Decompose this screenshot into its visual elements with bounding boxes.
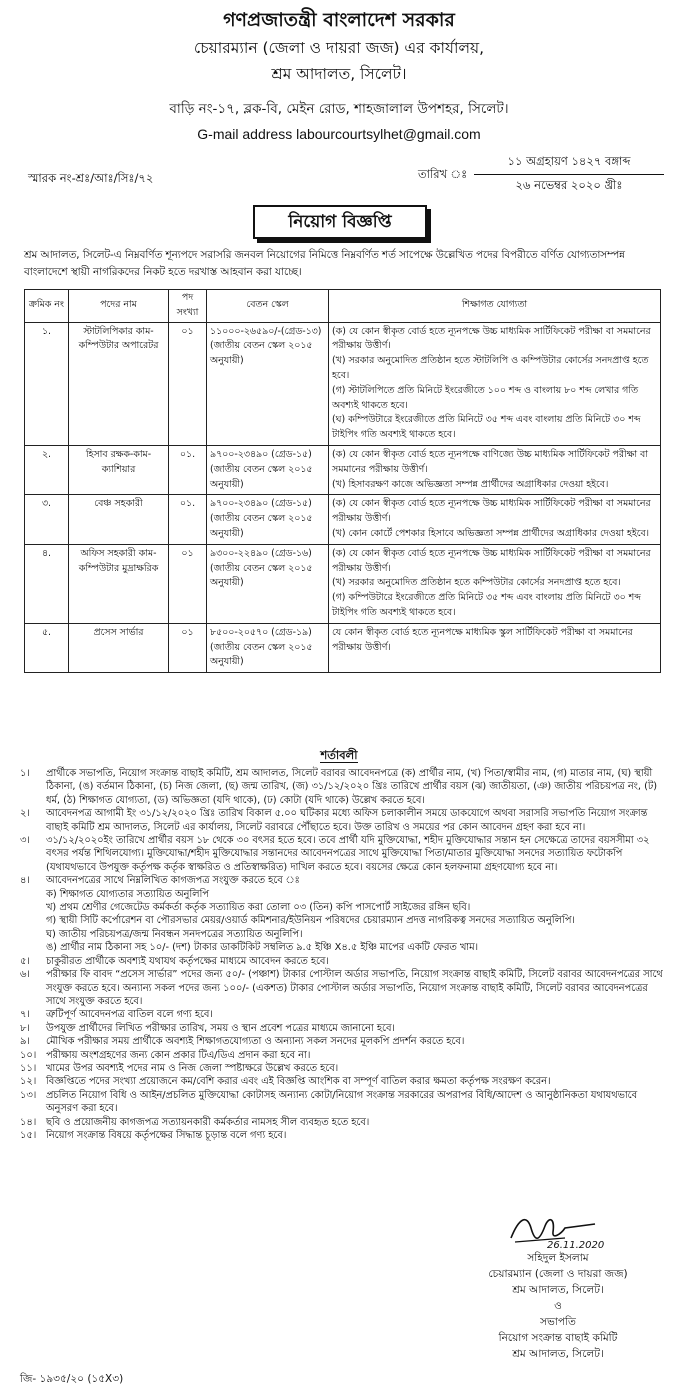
- condition-number: ৩।: [20, 835, 30, 847]
- date-bangla: ১১ অগ্রহায়ণ ১৪২৭ বঙ্গাব্দ: [474, 153, 664, 175]
- row-serial: ৪.: [25, 544, 69, 623]
- date-english: ২৬ নভেম্বর ২০২০ খ্রীঃ: [515, 178, 623, 192]
- row-qualifications: [329, 623, 661, 672]
- date-label: তারিখ ঃ: [418, 167, 468, 181]
- row-scale: ৯৭০০-২৩৪৯০ (গ্রেড-১৫) (জাতীয় বেতন স্কেল ২০১৫ অনুযায়ী): [207, 495, 329, 544]
- condition-text: ঘ) জাতীয় পরিচয়পত্র/জন্ম নিবন্ধন সনদপত্রের সত্যায়িত অনুলিপি।: [46, 928, 303, 940]
- condition-text: ত্রুটিপূর্ণ আবেদনপত্র বাতিল বলে গণ্য হবে।: [46, 1009, 213, 1021]
- signer-conjunction: ও: [554, 1300, 562, 1312]
- row-serial: ৩.: [25, 495, 69, 544]
- condition-subitem: [20, 888, 666, 901]
- signer-committee: নিয়োগ সংক্রান্ত বাছাই কমিটি: [498, 1332, 618, 1344]
- condition-text: ছবি ও প্রয়োজনীয় কাগজপত্র সত্যায়নকারী কর্মকর্তার নামসহ সীল ব্যবহৃত হতে হবে।: [46, 1116, 370, 1128]
- qualification-item: (ক) যে কোন স্বীকৃত বোর্ড হতে ন্যূনপক্ষে বাণিজ্যে উচ্চ মাধ্যমিক সার্টিফিকেট পরীক্ষা বা সমমানের পরীক্ষায় উত্তীর্ণ।: [332, 448, 648, 475]
- row-count: ০১: [169, 322, 207, 445]
- condition-number: ১৪।: [20, 1116, 37, 1128]
- row-count: ০১: [169, 623, 207, 672]
- row-post: বেঞ্চ সহকারী: [69, 495, 169, 544]
- row-serial: ১.: [25, 322, 69, 445]
- qualification-item: (ঘ) কম্পিউটারে ইংরেজীতে প্রতি মিনিটে ৩৫ শব্দ এবং বাংলায় প্রতি মিনিটে ৩০ শব্দ টাইপিং গতি অবশ্যই থাকতে হবে।: [332, 414, 641, 441]
- govt-title: গণপ্রজাতন্ত্রী বাংলাদেশ সরকার: [223, 9, 455, 31]
- condition-item: [20, 1075, 666, 1088]
- condition-text: পরীক্ষার ফি বাবদ “প্রসেস সার্ভার” পদের জন্য ৫০/- (পঞ্চাশ) টাকার পোস্টাল অর্ডার সভাপতি, নিয়োগ সংক্রান্ত বাছাই কমিটি, সিলেট বরাবর আবেদনপত্রের সাথে সংযুক্ত করতে হবে। অন্যান্য সকল পদের জন্য ১০০/- (একশত) টাকার পোস্টাল অর্ডার সভাপতি, নিয়োগ সংক্রান্ত বাছাই কমিটি, সিলেট বরাবর আবেদনপত্রের সাথে সংযুক্ত করতে হবে।: [46, 969, 663, 1007]
- table-row: [25, 495, 661, 544]
- qualification-item: (ক) যে কোন স্বীকৃত বোর্ড হতে ন্যূনপক্ষে উচ্চ মাধ্যমিক সার্টিফিকেট পরীক্ষা বা সমমানের পরীক্ষায় উত্তীর্ণ।: [332, 498, 651, 525]
- condition-subitem: [20, 941, 666, 954]
- condition-text: বিজ্ঞপ্তিতে পদের সংখ্যা প্রয়োজনে কম/বেশি করার এবং এই বিজ্ঞপ্তি আংশিক বা সম্পূর্ণ বাতিল করার ক্ষমতা কর্তৃপক্ষ সংরক্ষণ করেন।: [46, 1076, 551, 1088]
- row-scale: ৮৫০০-২০৫৭০ (গ্রেড-১৯) (জাতীয় বেতন স্কেল ২০১৫ অনুযায়ী): [207, 623, 329, 672]
- office-email: G-mail address labourcourtsylhet@gmail.com: [197, 126, 481, 142]
- memo-number: স্মারক নং-শ্রঃ/আঃ/সিঃ/৭২: [28, 171, 154, 185]
- condition-number: ১।: [20, 768, 30, 779]
- qualification-item: (খ) হিসাবরক্ষণ কাজে অভিজ্ঞতা সম্পন্ন প্রার্থীদের অগ্রাধিকার দেওয়া হইবে।: [332, 478, 609, 490]
- condition-subitem: [20, 928, 666, 941]
- condition-number: ৬।: [20, 969, 30, 981]
- row-qualifications: [329, 445, 661, 494]
- condition-number: ৪।: [20, 875, 30, 887]
- signer-name: সহিদুল ইসলাম: [527, 1252, 589, 1264]
- condition-number: ১০।: [20, 1049, 37, 1061]
- row-post: অফিস সহকারী কাম-কম্পিউটার মুদ্রাক্ষরিক: [69, 544, 169, 623]
- signer-office: শ্রম আদালত, সিলেট।: [512, 1284, 604, 1296]
- row-post: হিসাব রক্ষক-কাম-ক্যাশিয়ার: [69, 445, 169, 494]
- condition-number: ২।: [20, 808, 30, 820]
- condition-text: ক) শিক্ষাগত যোগ্যতার সত্যায়িত অনুলিপি: [46, 888, 209, 900]
- condition-number: ৯।: [20, 1036, 30, 1048]
- table-row: [25, 623, 661, 672]
- qualification-item: (ক) যে কোন স্বীকৃত বোর্ড হতে ন্যূনপক্ষে উচ্চ মাধ্যমিক সার্টিফিকেট পরীক্ষা বা সমমানের পরীক্ষায় উত্তীর্ণ।: [332, 325, 651, 352]
- header-serial: ক্রমিক নং: [25, 290, 69, 323]
- condition-text: উপযুক্ত প্রার্থীদের লিখিত পরীক্ষার তারিখ, সময় ও স্থান প্রবেশ পত্রের মাধ্যমে জানানো হবে।: [46, 1022, 395, 1034]
- condition-item: [20, 1116, 666, 1129]
- posts-table: [24, 289, 661, 673]
- row-qualifications: [329, 544, 661, 623]
- qualification-item: (গ) স্টাটলিপিতে প্রতি মিনিটে ইংরেজীতে ১০০ শব্দ ও বাংলায় ৮০ শব্দ লেখার গতি অবশ্যই থাকতে হবে।: [332, 384, 639, 411]
- condition-text: প্রার্থীকে সভাপতি, নিয়োগ সংক্রান্ত বাছাই কমিটি, শ্রম আদালত, সিলেট বরাবর আবেদনপত্রে (ক) প্রার্থীর নাম, (খ) পিতা/স্বামীর নাম, (গ) মাতার নাম, (ঘ) স্থায়ী ঠিকানা, (ঙ) বর্তমান ঠিকানা, (চ) নিজ জেলা, (ছ) জন্ম তারিখ, (জ) ৩১/১২/২০২০ খ্রিঃ তারিখে প্রার্থীর বয়স (ঝ) জাতীয়তা, (ঞ) জাতীয় পরিচয়পত্র নং, (ট) ধর্ম, (ঠ) শিক্ষাগত যোগ্যতা, (ড) অভিজ্ঞতা (যদি থাকে), (ঢ) কোটা (যদি থাকে) উল্লেখ করতে হবে।: [46, 768, 658, 806]
- condition-text: প্রচলিত নিয়োগ বিধি ও আইন/প্রচলিত মুক্তিযোদ্ধা কোটাসহ অন্যান্য কোটা/নিয়োগ সংক্রান্ত সরকারের অপরাপর বিধি/আদেশ ও আনুষ্ঠানিকতা যথাযথভাবে অনুসরণ করা হবে।: [46, 1089, 638, 1115]
- notice-title: নিয়োগ বিজ্ঞপ্তি: [253, 205, 427, 239]
- row-serial: ২.: [25, 445, 69, 494]
- qualification-item: (গ) কম্পিউটারে ইংরেজীতে প্রতি মিনিটে ৩৫ শব্দ এবং বাংলায় প্রতি মিনিটে ৩০ শব্দ টাইপিং গতি অবশ্যই থাকতে হবে।: [332, 592, 641, 618]
- condition-text: খামের উপর অবশ্যই পদের নাম ও নিজ জেলা স্পষ্টাক্ষরে উল্লেখ করতে হবে।: [46, 1062, 339, 1074]
- row-count: ০১.: [169, 495, 207, 544]
- condition-item: [20, 834, 666, 874]
- row-serial: ৫.: [25, 623, 69, 672]
- row-post: প্রসেস সার্ভার: [69, 623, 169, 672]
- qualification-item: যে কোন স্বীকৃত বোর্ড হতে ন্যূনপক্ষে মাধ্যমিক স্কুল সার্টিফিকেট পরীক্ষা বা সমমানের পরীক্ষায় উত্তীর্ণ।: [332, 626, 633, 653]
- qualification-item: (ক) যে কোন স্বীকৃত বোর্ড হতে ন্যূনপক্ষে উচ্চ মাধ্যমিক সার্টিফিকেট পরীক্ষা বা সমমানের পরীক্ষায় উত্তীর্ণ।: [332, 547, 651, 574]
- condition-text: গ) স্থায়ী সিটি কর্পোরেশন বা পৌরসভার মেয়র/ওয়ার্ড কমিশনার/ইউনিয়ন পরিষদের চেয়ারম্যান প্রদত্ত নাগরিকত্ব সনদের সত্যায়িত অনুলিপি।: [46, 915, 575, 927]
- condition-item: [20, 1089, 666, 1116]
- header-count: পদ সংখ্যা: [169, 290, 207, 323]
- condition-item: [20, 807, 666, 834]
- condition-number: ১২।: [20, 1076, 37, 1088]
- signer-role: সভাপতি: [540, 1316, 576, 1328]
- row-post: স্টাটলিপিকার কাম-কম্পিউটার অপারেটর: [69, 322, 169, 445]
- table-header-row: [25, 290, 661, 323]
- office-address: বাড়ি নং-১৭, ব্লক-বি, মেইন রোড, শাহজালাল উপশহর, সিলেট।: [169, 101, 509, 117]
- govt-press-code: জি- ১৯৩৫/২০ (১৫X৩): [20, 1373, 124, 1385]
- row-qualifications: [329, 495, 661, 544]
- condition-item: [20, 1062, 666, 1075]
- conditions-title: শর্তাবলী: [320, 748, 358, 762]
- condition-number: ৮।: [20, 1022, 30, 1034]
- condition-number: ১৫।: [20, 1129, 37, 1141]
- conditions-heading: [0, 747, 678, 766]
- row-scale: ৯৩০০-২২৪৯০ (গ্রেড-১৬) (জাতীয় বেতন স্কেল ২০১৫ অনুযায়ী): [207, 544, 329, 623]
- condition-text: মৌখিক পরীক্ষার সময় প্রার্থীকে অবশ্যই শিক্ষাগতযোগ্যতা ও অন্যান্য সকল সনদের মূলকপি প্রদর্শন করতে হবে।: [46, 1036, 465, 1048]
- intro-paragraph: শ্রম আদালত, সিলেট-এ নিম্নবর্ণিত শূন্যপদে সরাসরি জনবল নিয়োগের নিমিত্তে নিম্নবর্ণিত শর্ত সাপেক্ষে উল্লেখিত পদের বিপরীতে বর্ণিত যোগ্যতাসম্পন্ন বাংলাদেশে স্থায়ী নাগরিকদের নিকট হতে দরখাস্ত আহবান করা যাচ্ছে।: [24, 249, 625, 278]
- condition-subitem: [20, 901, 666, 914]
- office-title: চেয়ারম্যান (জেলা ও দায়রা জজ) এর কার্যালয়,: [193, 39, 485, 57]
- condition-item: [20, 1008, 666, 1021]
- condition-item: [20, 767, 666, 807]
- header-post: পদের নাম: [69, 290, 169, 323]
- condition-item: [20, 955, 666, 968]
- handwritten-signature: [505, 1208, 605, 1250]
- condition-text: আবেদনপত্র আগামী ইং ৩১/১২/২০২০ খ্রিঃ তারিখ বিকাল ৫.০০ ঘটিকার মধ্যে অফিস চলাকালীন সময়ে ডাকযোগে অথবা সরাসরি সভাপতি নিয়োগ সংক্রান্ত বাছাই কমিটি শ্রম আদালত, সিলেট এর কার্যালয়, সিলেট বরাবরে পৌঁছাতে হবে। উক্ত তারিখ ও সময়ের পর কোন আবেদন গ্রহণ করা হবে না।: [46, 808, 648, 833]
- condition-item: [20, 1035, 666, 1048]
- qualification-item: (খ) কোন কোর্টে পেশকার হিসাবে অভিজ্ঞতা সম্পন্ন প্রার্থীদের অগ্রাধিকার দেওয়া হইবে।: [332, 527, 650, 539]
- table-row: [25, 322, 661, 445]
- condition-subitem: [20, 914, 666, 927]
- header-qualification: শিক্ষাগত যোগ্যতা: [329, 290, 661, 323]
- condition-text: পরীক্ষায় অংশগ্রহণের জন্য কোন প্রকার টিএ/ডিএ প্রদান করা হবে না।: [46, 1049, 311, 1061]
- condition-number: ৭।: [20, 1009, 30, 1021]
- row-count: ০১.: [169, 445, 207, 494]
- condition-item: [20, 874, 666, 887]
- signer-office-2: শ্রম আদালত, সিলেট।: [512, 1348, 604, 1360]
- condition-text: ৩১/১২/২০২০ইং তারিখে প্রার্থীর বয়স ১৮ থেকে ৩০ বৎসর হতে হবে। তবে প্রার্থী যদি মুক্তিযোদ্ধা, শহীদ মুক্তিযোদ্ধার সন্তান হন সেক্ষেত্রে তাদের বয়সসীমা ৩২ বৎসর পর্যন্ত শিথিলযোগ্য। মুক্তিযোদ্ধা/শহীদ মুক্তিযোদ্ধার সন্তানদের আবেদনপত্রের সাথে মুক্তিযোদ্ধা পিতা/মাতার মুক্তিযোদ্ধা সনদের সত্যায়িত ফটোকপি (যথাযথভাবে উপযুক্ত কর্তৃপক্ষ কর্তৃক স্বাক্ষরিত ও প্রতিস্বাক্ষরিত) দাখিল করতে হবে। বয়সের ক্ষেত্রে কোন হলফনামা গ্রহণযোগ্য হবে না।: [46, 835, 650, 873]
- condition-number: ১৩।: [20, 1089, 37, 1101]
- condition-item: [20, 1022, 666, 1035]
- condition-text: চাকুরীরত প্রার্থীকে অবশ্যই যথাযথ কর্তৃপক্ষের মাধ্যমে আবেদন করতে হবে।: [46, 955, 329, 967]
- qualification-item: (খ) সরকার অনুমোদিত প্রতিষ্ঠান হতে কম্পিউটার কোর্সের সনদপ্রাপ্ত হতে হবে।: [332, 577, 621, 589]
- condition-item: [20, 1129, 666, 1142]
- qualification-item: (খ) সরকার অনুমোদিত প্রতিষ্ঠান হতে স্টাটলিপি ও কম্পিউটার কোর্সের সনদপ্রাপ্ত হতে হবে।: [332, 355, 649, 381]
- row-count: ০১: [169, 544, 207, 623]
- court-name: শ্রম আদালত, সিলেট।: [271, 65, 407, 83]
- row-scale: ১১০০০-২৬৫৯০/-(গ্রেড-১৩) (জাতীয় বেতন স্কেল ২০১৫ অনুযায়ী): [207, 322, 329, 445]
- conditions-list: [20, 767, 666, 1142]
- condition-text: ঙ) প্রার্থীর নাম ঠিকানা সহ ১০/- (দশ) টাকার ডাকটিকিট সম্বলিত ৯.৫ ইঞ্চি X৪.৫ ইঞ্চি মাপের একটি ফেরত খাম।: [46, 942, 479, 954]
- signature-date: 26.11.2020: [547, 1240, 605, 1250]
- row-scale: ৯৭০০-২৩৪৯০ (গ্রেড-১৫) (জাতীয় বেতন স্কেল ২০১৫ অনুযায়ী): [207, 445, 329, 494]
- table-row: [25, 445, 661, 494]
- row-qualifications: [329, 322, 661, 445]
- condition-text: আবেদনপত্রের সাথে নিম্নলিখিত কাগজপত্র সংযুক্ত করতে হবে ঃ: [46, 875, 300, 887]
- table-row: [25, 544, 661, 623]
- condition-text: নিয়োগ সংক্রান্ত বিষয়ে কর্তৃপক্ষের সিদ্ধান্ত চূড়ান্ত বলে গণ্য হবে।: [46, 1129, 287, 1141]
- header-scale: বেতন স্কেল: [207, 290, 329, 323]
- condition-number: ১১।: [20, 1062, 37, 1074]
- condition-item: [20, 1049, 666, 1062]
- condition-number: ৫।: [20, 955, 30, 967]
- signer-designation: চেয়ারম্যান (জেলা ও দায়রা জজ): [488, 1268, 628, 1280]
- condition-item: [20, 968, 666, 1008]
- condition-text: খ) প্রথম শ্রেণীর গেজেটেড কর্মকর্তা কর্তৃক সত্যায়িত করা তোলা ০৩ (তিন) কপি পাসপোর্ট সাইজের রঙ্গিন ছবি।: [46, 902, 471, 914]
